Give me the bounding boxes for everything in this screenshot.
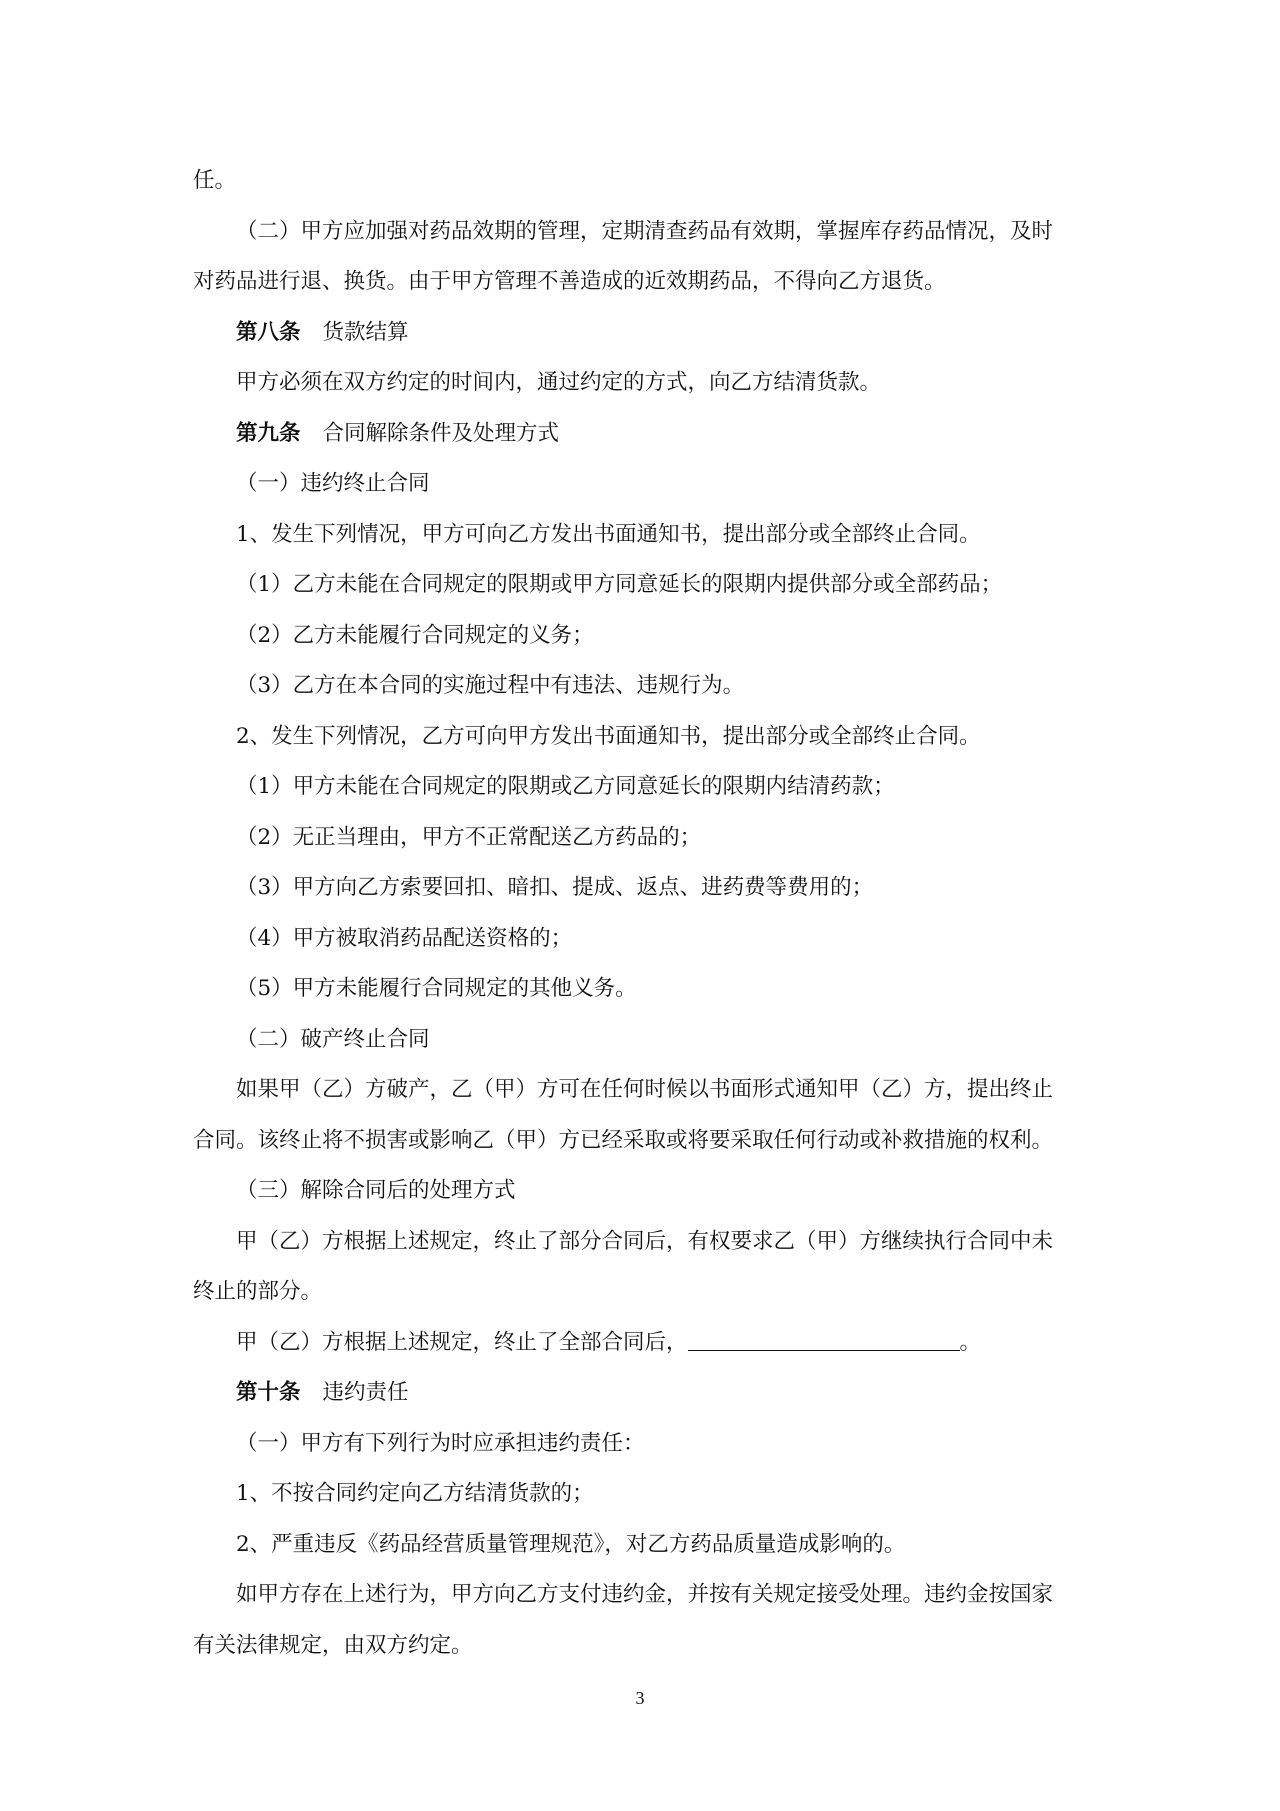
paragraph-line: （三）解除合同后的处理方式 <box>236 1178 516 1203</box>
article-title: 违约责任 <box>322 1380 409 1405</box>
paragraph-line: （二）破产终止合同 <box>236 1026 430 1052</box>
paragraph-line: 甲方必须在双方约定的时间内，通过约定的方式，向乙方结清货款。 <box>236 370 882 395</box>
paragraph-line: 1、发生下列情况，甲方可向乙方发出书面通知书，提出部分或全部终止合同。 <box>236 521 981 547</box>
paragraph-line-with-blank <box>193 1318 1093 1369</box>
paragraph-end: 。 <box>959 1329 982 1355</box>
article-number: 第八条 <box>236 319 301 345</box>
paragraph-line: 终止的部分。 <box>193 1279 323 1304</box>
paragraph-line: 如果甲（乙）方破产，乙（甲）方可在任何时候以书面形式通知甲（乙）方，提出终止 <box>236 1077 1054 1102</box>
paragraph-line: 2、发生下列情况，乙方可向甲方发出书面通知书，提出部分或全部终止合同。 <box>236 723 981 749</box>
paragraph-line: （1）甲方未能在合同规定的限期或乙方同意延长的限期内结清药款； <box>236 774 895 799</box>
paragraph-line: （一）违约终止合同 <box>236 471 430 496</box>
paragraph-line: 2、严重违反《药品经营质量管理规范》，对乙方药品质量造成影响的。 <box>236 1531 906 1557</box>
article-10-heading <box>193 1368 1093 1419</box>
paragraph-line: （2）无正当理由，甲方不正常配送乙方药品的； <box>236 824 702 850</box>
paragraph-line: （1）乙方未能在合同规定的限期或甲方同意延长的限期内提供部分或全部药品； <box>236 572 1003 597</box>
article-8-heading <box>193 308 1093 359</box>
document-body <box>193 156 1093 1671</box>
article-title: 合同解除条件及处理方式 <box>322 420 560 446</box>
paragraph-line: 如甲方存在上述行为，甲方向乙方支付违约金，并按有关规定接受处理。违约金按国家 <box>236 1582 1054 1607</box>
article-number: 第九条 <box>236 420 301 446</box>
paragraph-line: （一）甲方有下列行为时应承担违约责任： <box>236 1430 645 1456</box>
paragraph-line: 甲（乙）方根据上述规定，终止了部分合同后，有权要求乙（甲）方继续执行合同中未 <box>236 1228 1054 1254</box>
paragraph-line: （3）甲方向乙方索要回扣、暗扣、提成、返点、进药费等费用的； <box>236 875 874 900</box>
paragraph-text: 甲（乙）方根据上述规定，终止了全部合同后， <box>236 1329 688 1355</box>
paragraph-line: （二）甲方应加强对药品效期的管理，定期清查药品有效期，掌握库存药品情况，及时 <box>236 218 1054 244</box>
paragraph-line: （5）甲方未能履行合同规定的其他义务。 <box>236 976 637 1001</box>
article-title: 货款结算 <box>322 319 409 345</box>
paragraph-line: 任。 <box>193 168 237 193</box>
article-number: 第十条 <box>236 1380 301 1405</box>
page-number: 3 <box>635 1688 645 1708</box>
paragraph-line: 有关法律规定，由双方约定。 <box>193 1632 473 1658</box>
paragraph-line: （2）乙方未能履行合同规定的义务； <box>236 622 594 648</box>
paragraph-line: 合同。该终止将不损害或影响乙（甲）方已经采取或将要采取任何行动或补救措施的权利。 <box>193 1127 1054 1153</box>
paragraph-line: 1、不按合同约定向乙方结清货款的； <box>236 1481 594 1506</box>
paragraph-line: （3）乙方在本合同的实施过程中有违法、违规行为。 <box>236 673 745 698</box>
fill-in-blank <box>688 1324 960 1351</box>
paragraph-line: 对药品进行退、换货。由于甲方管理不善造成的近效期药品，不得向乙方退货。 <box>193 269 946 294</box>
article-9-heading <box>193 409 1093 460</box>
paragraph-line: （4）甲方被取消药品配送资格的； <box>236 925 573 951</box>
